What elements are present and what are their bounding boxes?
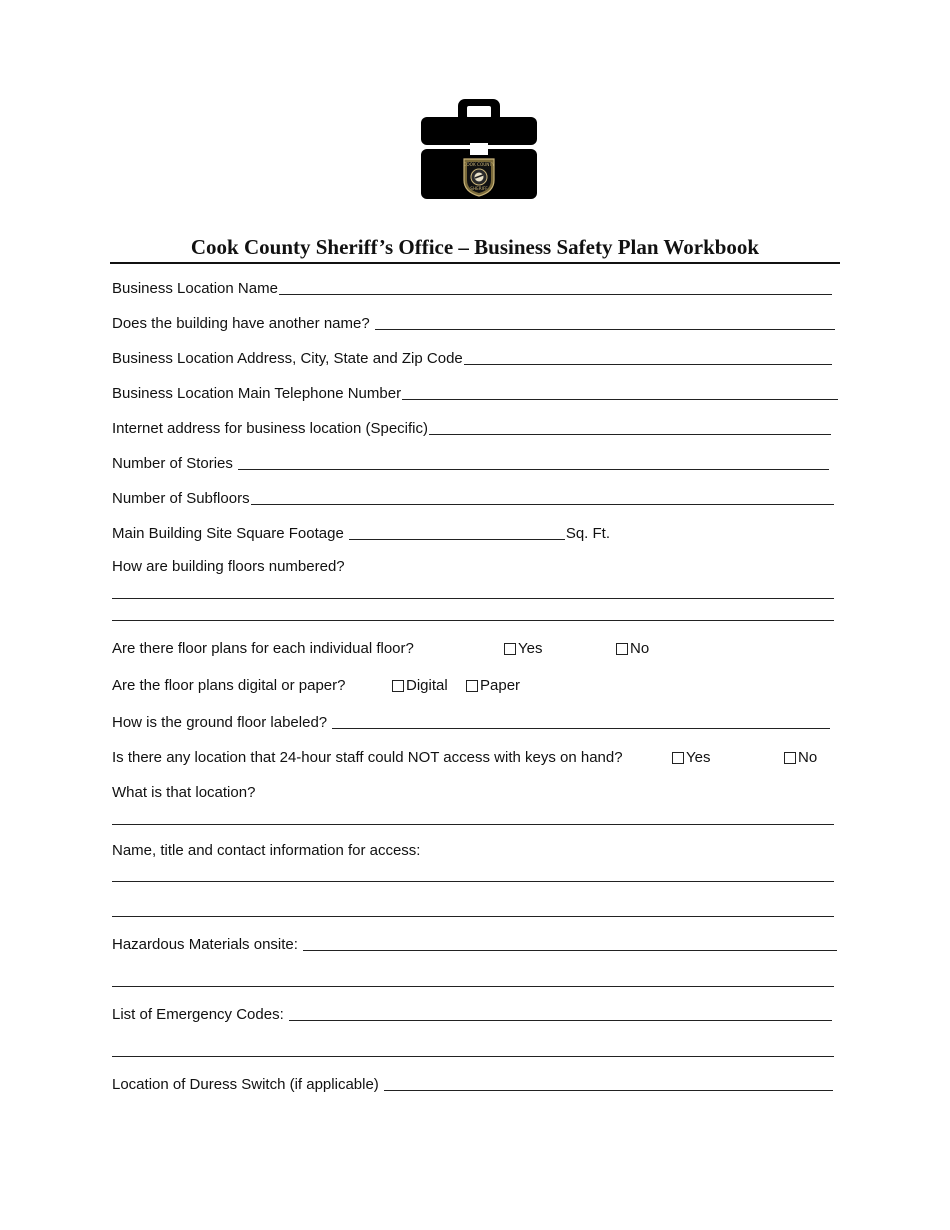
stories-field (112, 451, 829, 473)
what-location-line[interactable] (112, 823, 834, 825)
floor-plans-yes-option[interactable] (504, 640, 542, 658)
ground-floor-label: How is the ground floor labeled? (112, 714, 328, 731)
floor-numbering-line-2[interactable] (112, 619, 834, 621)
paper-checkbox[interactable] (466, 680, 478, 692)
internet-address-input[interactable] (429, 433, 831, 435)
ground-floor-input[interactable] (332, 727, 830, 729)
internet-address-field (112, 416, 831, 438)
title-rule (110, 262, 840, 264)
duress-switch-label: Location of Duress Switch (if applicable) (112, 1076, 379, 1093)
no-access-no-label: No (798, 749, 818, 766)
access-contact-line-2[interactable] (112, 915, 834, 917)
floor-plans-no-label: No (630, 640, 650, 657)
digital-option[interactable] (392, 677, 448, 695)
hazardous-materials-line-2[interactable] (112, 985, 834, 987)
emergency-codes-label: List of Emergency Codes: (112, 1006, 284, 1023)
address-label: Business Location Address, City, State and Zip Code (112, 350, 463, 367)
emergency-codes-line-2[interactable] (112, 1055, 834, 1057)
what-location-question: What is that location? (112, 784, 256, 801)
no-access-question: Is there any location that 24-hour staff could NOT access with keys on hand? (112, 749, 623, 766)
hazardous-materials-field (112, 932, 837, 954)
address-field (112, 346, 832, 368)
page-title: Cook County Sheriff’s Office – Business Safety Plan Workbook (190, 235, 760, 259)
telephone-input[interactable] (402, 398, 838, 400)
square-footage-label: Main Building Site Square Footage (112, 525, 344, 542)
subfloors-field (112, 486, 834, 508)
location-name-input[interactable] (279, 293, 832, 295)
briefcase-badge-logo (420, 98, 538, 200)
emergency-codes-field (112, 1002, 832, 1024)
other-name-input[interactable] (375, 328, 835, 330)
floor-plans-no-checkbox[interactable] (616, 643, 628, 655)
digital-paper-question: Are the floor plans digital or paper? (112, 677, 346, 694)
emergency-codes-input[interactable] (289, 1019, 832, 1021)
other-name-field (112, 311, 835, 333)
paper-label: Paper (480, 677, 521, 694)
floor-numbering-question: How are building floors numbered? (112, 558, 345, 575)
digital-label: Digital (406, 677, 448, 694)
floor-plans-yes-checkbox[interactable] (504, 643, 516, 655)
square-footage-field (112, 521, 610, 543)
square-footage-unit: Sq. Ft. (565, 525, 610, 542)
access-contact-line-1[interactable] (112, 880, 834, 882)
hazardous-materials-input[interactable] (303, 949, 837, 951)
access-contact-question: Name, title and contact information for access: (112, 842, 421, 859)
no-access-yes-option[interactable] (672, 749, 710, 767)
no-access-no-option[interactable] (784, 749, 817, 767)
ground-floor-field (112, 710, 830, 732)
digital-checkbox[interactable] (392, 680, 404, 692)
stories-input[interactable] (238, 468, 829, 470)
no-access-yes-label: Yes (686, 749, 711, 766)
paper-option[interactable] (466, 677, 520, 695)
svg-text:COOK COUNTY: COOK COUNTY (463, 162, 495, 167)
stories-label: Number of Stories (112, 455, 233, 472)
subfloors-label: Number of Subfloors (112, 490, 250, 507)
square-footage-input[interactable] (349, 538, 565, 540)
duress-switch-field (112, 1072, 833, 1094)
location-name-label: Business Location Name (112, 280, 278, 297)
floor-plans-yes-label: Yes (518, 640, 543, 657)
hazardous-materials-label: Hazardous Materials onsite: (112, 936, 298, 953)
svg-text:SHERIFF: SHERIFF (470, 186, 488, 191)
other-name-label: Does the building have another name? (112, 315, 370, 332)
floor-plans-question: Are there floor plans for each individual floor? (112, 640, 414, 657)
duress-switch-input[interactable] (384, 1089, 833, 1091)
internet-address-label: Internet address for business location (Specific) (112, 420, 428, 437)
no-access-yes-checkbox[interactable] (672, 752, 684, 764)
telephone-label: Business Location Main Telephone Number (112, 385, 402, 402)
floor-numbering-line-1[interactable] (112, 597, 834, 599)
location-name-field (112, 276, 832, 298)
subfloors-input[interactable] (251, 503, 834, 505)
no-access-no-checkbox[interactable] (784, 752, 796, 764)
address-input[interactable] (464, 363, 832, 365)
floor-plans-no-option[interactable] (616, 640, 649, 658)
telephone-field (112, 381, 838, 403)
